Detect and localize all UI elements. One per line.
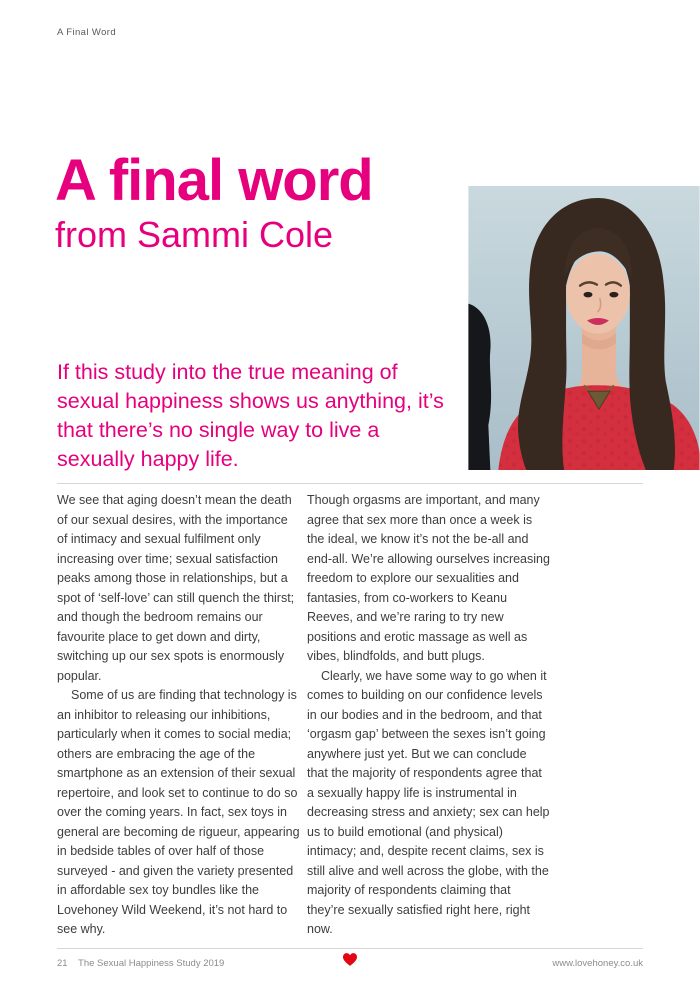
footer-left bbox=[57, 958, 224, 969]
paragraph: Though orgasms are important, and many agree that sex more than once a week is the ideal, we know it’s not the be-all and end-all. We’re allowing ourselves increasing freedom to explore our sexualities and fantasies, from co-workers to Keanu Reeves, and we’re raring to try new positions and erotic massage as well as vibes, blindfolds, and butt plugs. bbox=[307, 493, 550, 663]
body-column-left bbox=[57, 491, 300, 940]
divider-top bbox=[57, 483, 643, 484]
portrait-photo-illustration bbox=[468, 186, 700, 470]
intro-statement: If this study into the true meaning of sexual happiness shows us anything, it’s that there’s no single way to live a sexually happy life. bbox=[57, 360, 444, 471]
footer-study-title: The Sexual Happiness Study 2019 bbox=[78, 958, 225, 969]
body-column-right bbox=[307, 491, 550, 940]
left-eye bbox=[584, 292, 593, 298]
page-number: 21 bbox=[57, 958, 68, 969]
footer-website-link[interactable]: www.lovehoney.co.uk bbox=[552, 958, 643, 969]
paragraph: Some of us are finding that technology is an inhibitor to releasing our inhibitions, particularly when it comes to social media; others are embracing the age of the smartphone as an extension of their sexual repertoire, and look set to continue to do so over the coming years. In fact, sex toys in general are becoming de rigueur, appearing in bedside tables of over half of those surveyed - and given the variety presented in affordable sex toy bundles like the Lovehoney Wild Weekend, it’s not hard to see why. bbox=[57, 688, 300, 936]
divider-bottom bbox=[57, 948, 643, 949]
page-title bbox=[55, 150, 373, 256]
right-eye bbox=[609, 292, 618, 298]
paragraph: Clearly, we have some way to go when it comes to building on our confidence levels in our bodies and in the bedroom, and that ‘orgasm gap’ between the sexes isn’t going anywhere just yet. But we can conclude that the majority of respondents agree that a sexually happy life is instrumental in decreasing stress and anxiety; sex can help us to build emotional (and physical) intimacy; and, despite recent claims, sex is still alive and well across the globe, with the majority of respondents claiming that they’re sexually satisfied right here, right now. bbox=[307, 668, 550, 936]
running-header: A Final Word bbox=[57, 27, 117, 38]
portrait-photo bbox=[468, 186, 700, 470]
paragraph: We see that aging doesn’t mean the death of our sexual desires, with the importance of intimacy and sexual fulfilment only increasing over time; sexual satisfaction peaks among those in relationships, but a spot of ‘self-love’ can still quench the thirst; and though the bedroom remains our favourite place to get down and dirty, switching up our sex spots is enormously popular. bbox=[57, 493, 295, 683]
background-dark-figure bbox=[468, 304, 491, 470]
page-title-line2: from Sammi Cole bbox=[55, 214, 334, 255]
page-title-line1: A final word bbox=[55, 148, 373, 213]
lovehoney-heart-icon bbox=[342, 952, 358, 967]
